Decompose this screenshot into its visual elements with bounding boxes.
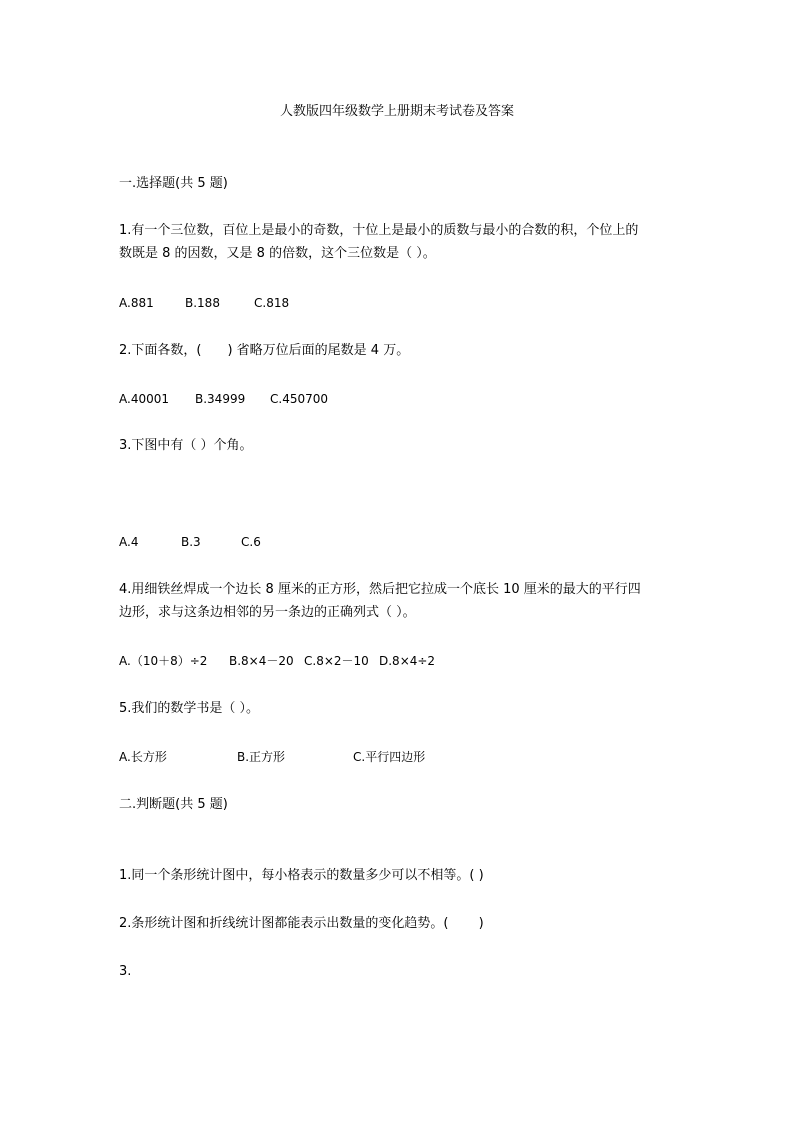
section1-heading: 一.选择题(共 5 题) [119, 176, 228, 191]
q4-option-a: A.（10＋8）÷2 [119, 654, 208, 668]
q1-option-c: C.818 [254, 296, 290, 310]
q1-option-a: A.881 [119, 296, 154, 310]
q5-option-a: A.长方形 [119, 750, 167, 764]
q5-option-b: B.正方形 [237, 750, 286, 764]
q1-option-b: B.188 [185, 296, 220, 310]
q1-line2: 数既是 8 的因数，又是 8 的倍数，这个三位数是（ ）。 [119, 246, 436, 261]
q3-option-a: A.4 [119, 535, 139, 549]
q5-text: 5.我们的数学书是（ ）。 [119, 701, 260, 716]
q4-option-d: D.8×4÷2 [379, 654, 436, 668]
q2-option-c: C.450700 [270, 392, 329, 406]
section2-heading: 二.判断题(共 5 题) [119, 797, 228, 812]
q4-line2: 边形，求与这条边相邻的另一条边的正确列式（ ）。 [119, 605, 416, 620]
q1-line1: 1.有一个三位数，百位上是最小的奇数，十位上是最小的质数与最小的合数的积，个位上的 [119, 223, 639, 238]
q2-option-b: B.34999 [195, 392, 246, 406]
q3-option-c: C.6 [241, 535, 261, 549]
q5-option-c: C.平行四边形 [353, 750, 426, 764]
q4-option-b: B.8×4－20 [229, 654, 294, 668]
q4-option-c: C.8×2－10 [304, 654, 369, 668]
document-title: 人教版四年级数学上册期末考试卷及答案 [279, 104, 514, 119]
tf-q2-text: 2.条形统计图和折线统计图都能表示出数量的变化趋势。( ) [119, 916, 484, 931]
tf-q1-text: 1.同一个条形统计图中，每小格表示的数量多少可以不相等。( ) [119, 868, 484, 883]
q4-line1: 4.用细铁丝焊成一个边长 8 厘米的正方形，然后把它拉成一个底长 10 厘米的最大的平行四 [119, 582, 641, 597]
q2-text: 2.下面各数，( ) 省略万位后面的尾数是 4 万。 [119, 343, 410, 358]
q2-option-a: A.40001 [119, 392, 169, 406]
q3-text: 3.下图中有（ ）个角。 [119, 438, 253, 453]
tf-q3-text: 3. [119, 964, 132, 979]
q3-option-b: B.3 [181, 535, 201, 549]
